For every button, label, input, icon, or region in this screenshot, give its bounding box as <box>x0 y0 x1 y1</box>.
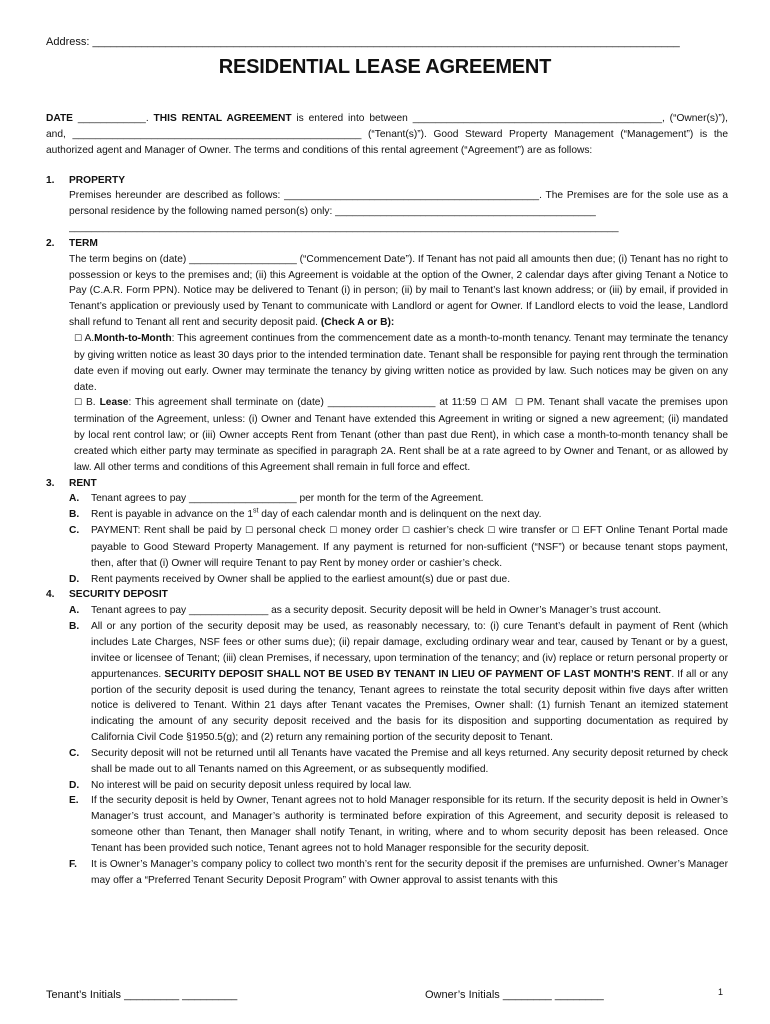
checkbox-pm[interactable]: ☐ <box>514 398 523 409</box>
deposit-item-c: C. Security deposit will not be returned until all Tenants have vacated the Premise and all keys returned. Any security deposit returned by check shall be made out to all Tenants named on this Agreement, or as subsequently modified. <box>69 747 728 775</box>
checkbox-am[interactable]: ☐ <box>480 398 489 409</box>
section-term <box>46 236 728 476</box>
deposit-item-e: E. If the security deposit is held by Owner, Tenant agrees not to hold Manager responsible for its return. If the security deposit is held in Owner’s Manager’s trust account, and Manager’s authority is terminated before expiration of this Agreement, and security deposit is released to someone other than Tenant, then Manager shall notify Tenant, in writing, where and to whom security deposit has been released. Once Tenant has been provided such notice, Tenant agrees not to hold Manager responsible for the security deposit. <box>69 795 728 854</box>
section-heading: RENT <box>69 477 97 489</box>
term-text: The term begins on (date) ___________________ (“Commencement Date”). If Tenant has not paid all amounts then due; (i) Tenant has no right to possession or keys to the premises and; (ii) this Agreement is voidable at the option of the Owner, 2 calendar days after giving Tenant a Notice to Pay (C.A.R. Form PPN). Notice may be delivered to Tenant (i) in person; (ii) by mail to Tenant’s last known address; or (iii) by email, if provided in Tenant’s application or previously used by Tenant to communicate with Landlord or agent for Owner. If Landlord elects to void the lease, Landlord shall refund to Tenant all rent and security deposit paid. (Check A or B): <box>69 253 728 329</box>
check-label: (Check A or B): <box>320 317 395 329</box>
checkbox-personal-check[interactable]: ☐ <box>244 526 254 537</box>
section-number: 1. <box>46 174 55 186</box>
document-title: RESIDENTIAL LEASE AGREEMENT <box>218 56 552 78</box>
document-body <box>46 111 728 889</box>
section-heading: TERM <box>69 237 98 249</box>
deposit-item-d: D. No interest will be paid on security deposit unless required by local law. <box>69 779 412 791</box>
rent-item-a: A. Tenant agrees to pay ___________________ per month for the term of the Agreement. <box>69 493 484 505</box>
section-number: 4. <box>46 589 55 601</box>
intro-text: is entered into between ____________________________________________, (“Owner(s)”), and, ___________________________________________________ (“Tenant(s)”). Good Steward Property Management (“Management”) is the authorized agent and Manager of Owner. The terms and conditions of this rental agreement (“Agreement”) are as follows: <box>46 113 728 156</box>
checkbox-month-to-month[interactable]: ☐ <box>74 333 83 344</box>
section-heading: PROPERTY <box>69 174 126 186</box>
option-month-to-month: ☐ A.Month-to-Month: This agreement continues from the commencement date as a month-to-month tenancy. Tenant may terminate the tenancy by giving written notice as least 30 days prior to the intended termination date. Tenant shall be responsible for paying rent through the termination date even if moving out early. Owner may terminate the tenancy by giving written notice as provided by law. Such notices may be given on any date. <box>74 332 728 393</box>
tenant-initials: Tenant’s Initials _________ _________ <box>46 989 238 1001</box>
address-line: Address: ________________________________________________________________________________________________ <box>46 36 680 48</box>
section-number: 3. <box>46 477 55 489</box>
option-b-label: Lease <box>99 397 129 409</box>
checkbox-wire-transfer[interactable]: ☐ <box>487 526 496 537</box>
intro-paragraph <box>46 111 728 159</box>
section-rent <box>46 476 728 588</box>
rent-item-b: B. Rent is payable in advance on the 1st day of each calendar month and is delinquent on the next day. <box>69 507 542 521</box>
deposit-item-f: F. It is Owner’s Manager’s company policy to collect two month’s rent for the security deposit if the premises are unfurnished. Owner’s Manager may offer a “Preferred Tenant Security Deposit Program” with Owner approval to assist tenants with this <box>69 858 728 886</box>
owner-initials: Owner’s Initials ________ ________ <box>425 989 604 1001</box>
section-number: 2. <box>46 237 55 249</box>
date-blank: ____________. <box>77 113 149 124</box>
section-security-deposit <box>46 587 728 888</box>
rental-agreement-label: THIS RENTAL AGREEMENT <box>153 113 292 124</box>
checkbox-eft[interactable]: ☐ <box>571 526 580 537</box>
property-text: Premises hereunder are described as follows: _____________________________________________. The Premises are for the sole use as a personal residence by the following named person(s) only: ______________________________________________ <box>69 190 728 218</box>
checkbox-cashiers-check[interactable]: ☐ <box>401 526 410 537</box>
date-label: DATE <box>46 113 73 124</box>
page-number: 1 <box>718 987 724 997</box>
checkbox-lease[interactable]: ☐ <box>74 398 83 409</box>
property-blank-line: _________________________________________________________________________________________________ <box>69 222 619 234</box>
rent-item-d: D. Rent payments received by Owner shall be applied to the earliest amount(s) due or past due. <box>69 573 511 585</box>
checkbox-money-order[interactable]: ☐ <box>329 526 338 537</box>
option-lease: ☐ B. Lease: This agreement shall terminate on (date) ___________________ at 11:59 ☐ AM ☐ PM. Tenant shall vacate the premises upon termination of the Agreement, unless: (i) Owner and Tenant have extended this Agreement in writing or signed a new agreement; (ii) mandated by local rent control law; or (iii) Owner accepts Rent from Tenant (other than past due Rent), in which case a month-to-month tenancy shall be created which either party may terminate as specified in paragraph 2A. Rent shall be at a rate agreed to by Owner and Tenant, or as allowed by law. All other terms and conditions of this Agreement shall remain in full force and effect. <box>74 397 728 473</box>
deposit-item-a: A. Tenant agrees to pay ______________ as a security deposit. Security deposit will be held in Owner’s Manager’s trust account. <box>69 605 662 617</box>
section-heading: SECURITY DEPOSIT <box>69 589 168 601</box>
option-a-label: Month-to-Month <box>94 332 172 344</box>
rent-item-c: C. PAYMENT: Rent shall be paid by ☐ personal check ☐ money order ☐ cashier’s check ☐ wire transfer or ☐ EFT Online Tenant Portal made payable to Good Steward Property Management. If any payment is returned for non-sufficient (“NSF”) or because tenant stops payment, then, after that (i) Owner will require Tenant to pay Rent by money order or cashier’s check. <box>69 525 728 569</box>
section-property <box>46 173 728 236</box>
deposit-item-b: B. All or any portion of the security deposit may be used, as reasonably necessary, to: (i) cure Tenant’s default in payment of Rent (which includes Late Charges, NSF fees or other sums due); (ii) repair damage, excluding ordinary wear and tear, caused by Tenant or by a guest, invitee or licensee of Tenant; (iii) clean Premises, if necessary, upon termination of the tenancy; and (iv) replace or return personal property or appurtenances. SECURITY DEPOSIT SHALL NOT BE USED BY TENANT IN LIEU OF PAYMENT OF LAST MONTH’S RENT. If all or any portion of the security deposit is used during the tenancy, Tenant agrees to reinstate the total security deposit within five days after written notice is delivered to Tenant. Within 21 days after Tenant vacates the Premises, Owner shall: (1) furnish Tenant an itemized statement indicating the amount of any security deposit received and the basis for its disposition and supporting documentation as required by California Civil Code §1950.5(g); and (2) return any remaining portion of the security deposit to Tenant. <box>69 621 728 744</box>
